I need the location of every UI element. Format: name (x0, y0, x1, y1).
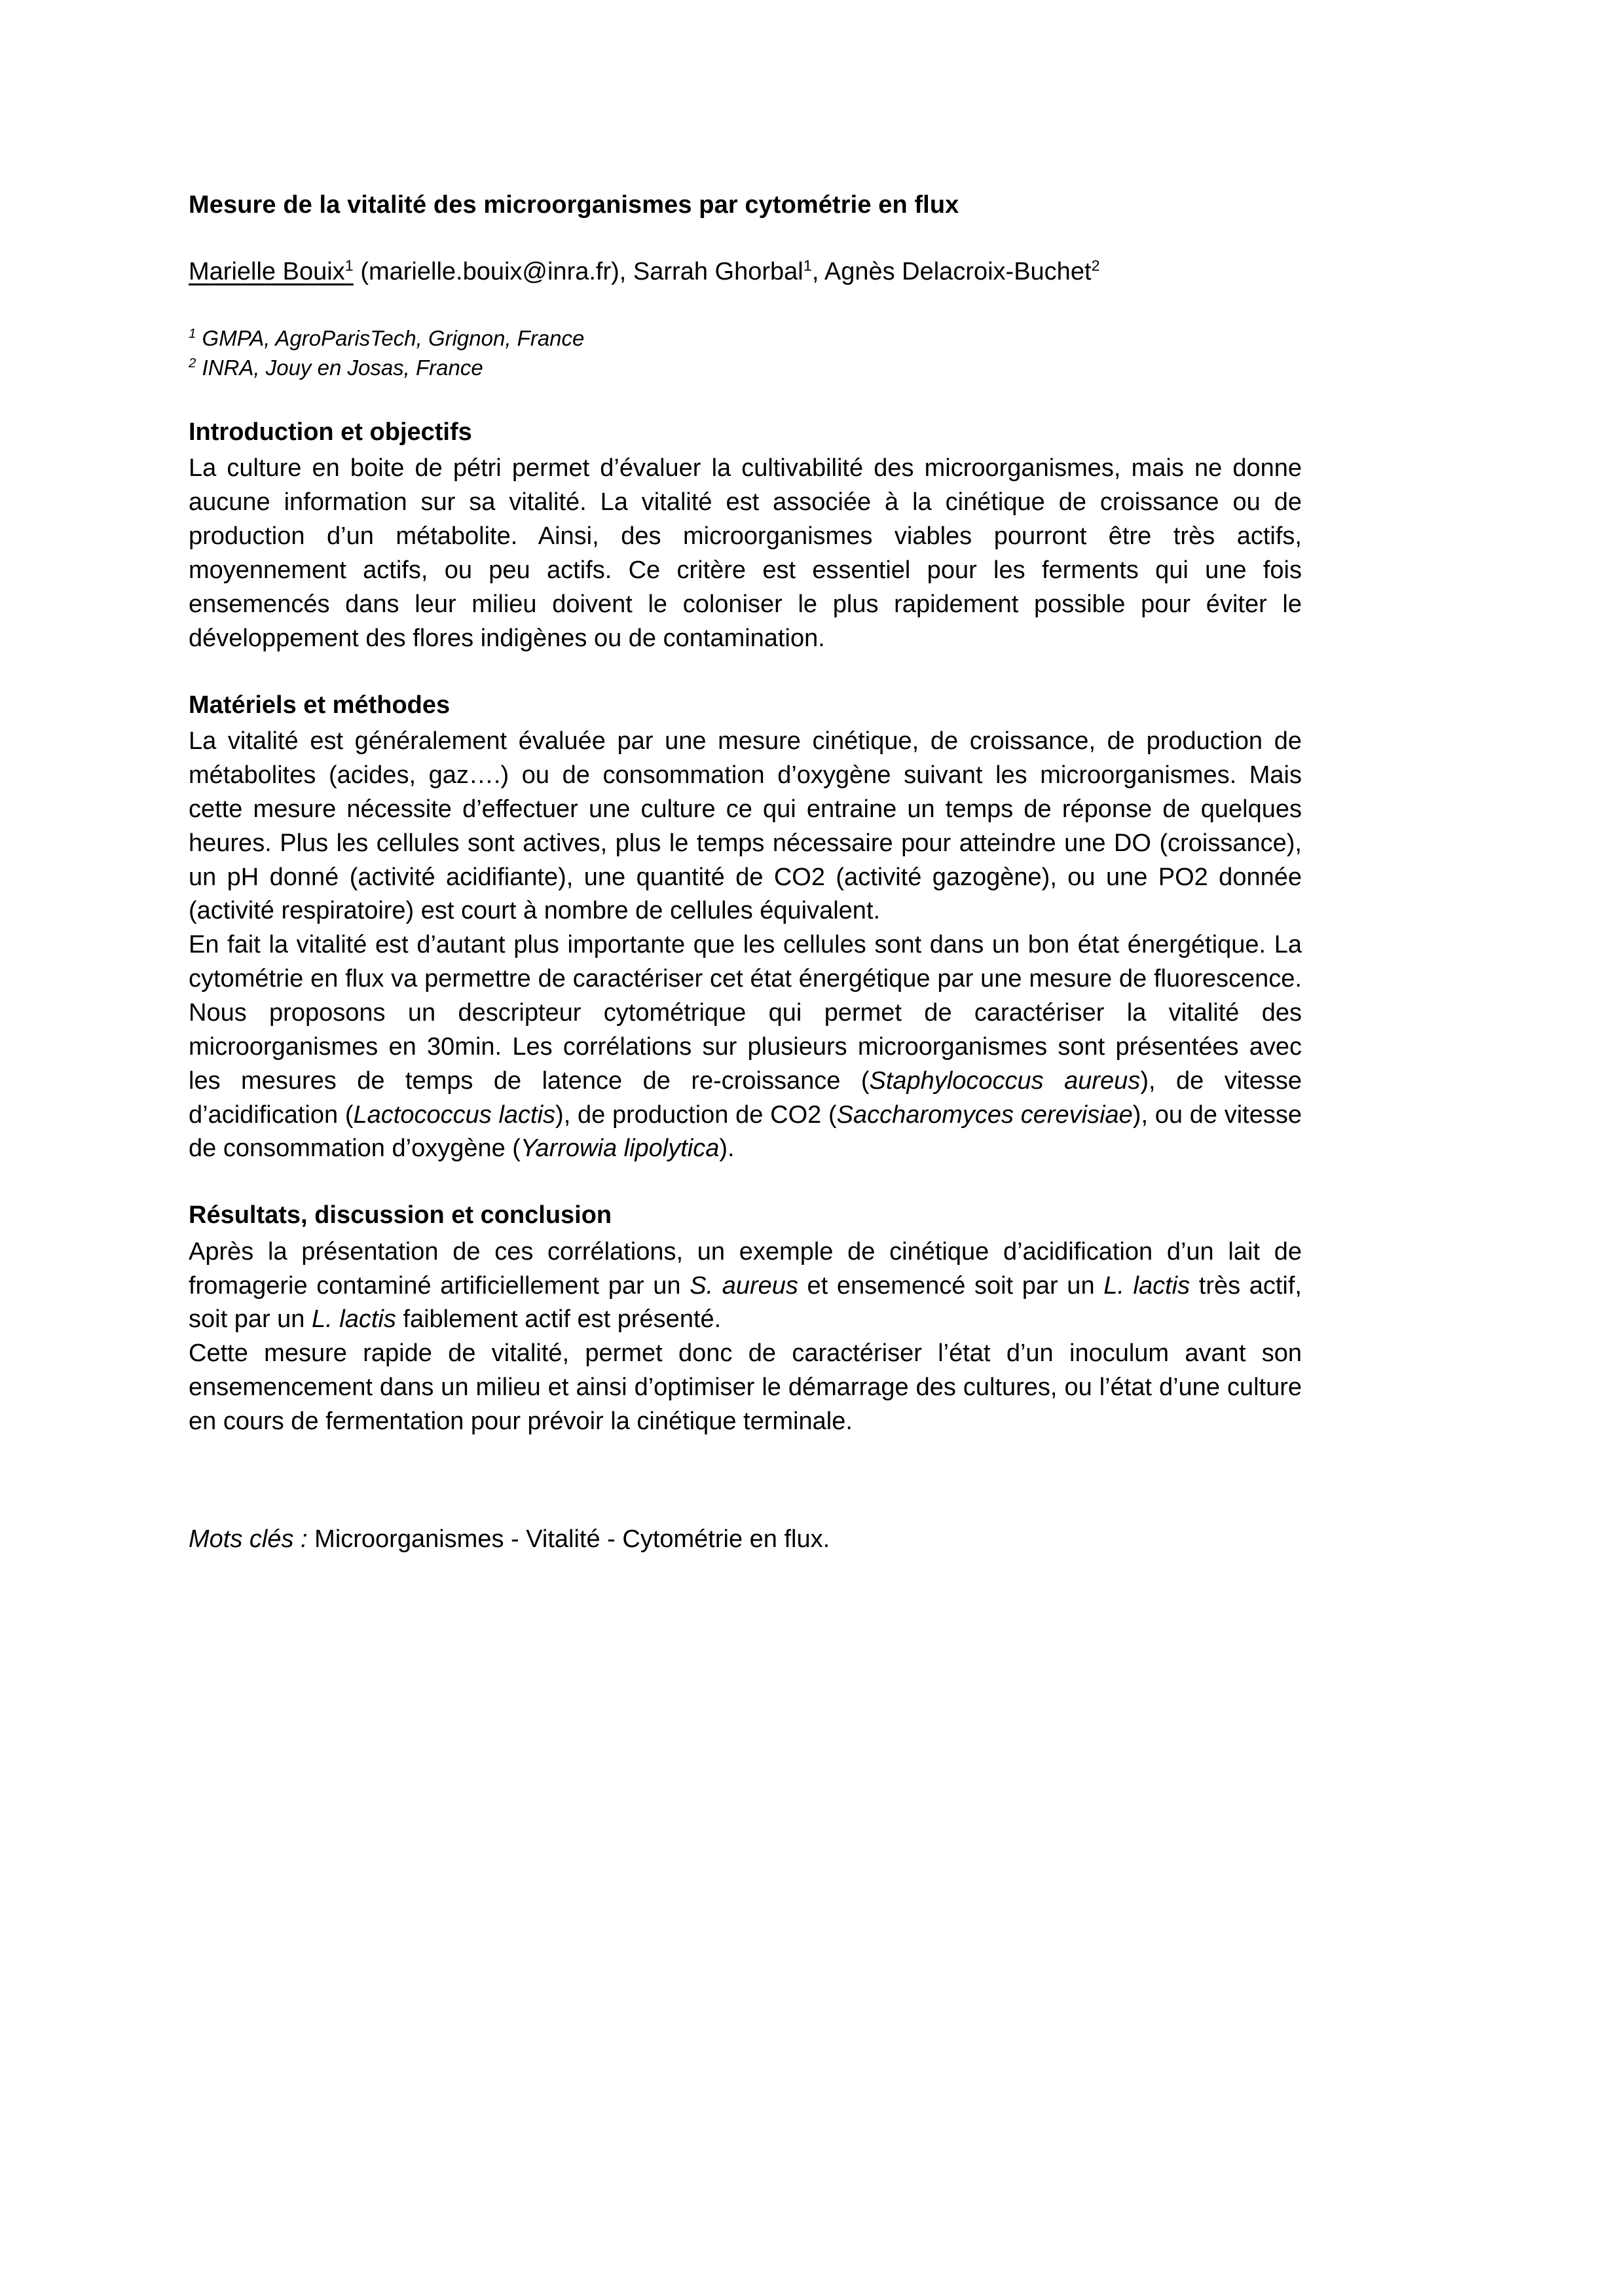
methodes-p2-part-3: ), de production de CO2 ( (555, 1101, 837, 1129)
author-lead-affiliation-mark: 1 (344, 257, 354, 274)
author-lead-name: Marielle Bouix (189, 258, 345, 286)
affiliation-2 (189, 353, 1302, 383)
section-methodes-paragraph-2 (189, 928, 1302, 1166)
species-name-l-lactis-2: L. lactis (312, 1305, 396, 1334)
species-name-saccharomyces-cerevisiae: Saccharomyces cerevisiae (836, 1101, 1133, 1129)
methodes-p2-part-1: En fait la vitalité est d’autant plus importante que les cellules sont dans un bon état énergétique. La cytométrie en flux va permettre de caractériser cet état énergétique par une mesure de fluorescence. Nous proposons un descripteur cytométrique qui permet de caractériser la vitalité des microorganismes en 30min. Les corrélations sur plusieurs microorganismes sont présentées avec les mesures de temps de latence de re-croissance ( (189, 931, 1302, 1095)
section-resultats-paragraph-1 (189, 1235, 1302, 1338)
resultats-p1-part-3: très actif, soit par un (189, 1271, 1302, 1334)
resultats-p1-part-1: Après la présentation de ces corrélations, un exemple de cinétique d’acidification d’un lait de fromagerie contaminé artificiellement par un (189, 1237, 1302, 1300)
page-title: Mesure de la vitalité des microorganismes par cytométrie en flux (189, 191, 959, 219)
species-name-lactococcus-lactis: Lactococcus lactis (353, 1101, 556, 1129)
author-2-name: Sarrah Ghorbal (633, 258, 803, 286)
section-heading-resultats: Résultats, discussion et conclusion (189, 1201, 612, 1230)
section-resultats-paragraph-2: Cette mesure rapide de vitalité, permet donc de caractériser l’état d’un inoculum avant son ensemencement dans un milieu et ainsi d’optimiser le démarrage des cultures, ou l’état d’une culture en cours de fermentation pour prévoir la cinétique terminale. (189, 1339, 1302, 1436)
species-name-yarrowia-lipolytica: Yarrowia lipolytica (520, 1135, 720, 1163)
affiliation-block (189, 323, 1302, 383)
author-lead (189, 258, 354, 285)
resultats-p1-part-4: faiblement actif est présenté. (396, 1305, 722, 1334)
section-heading-introduction: Introduction et objectifs (189, 418, 472, 446)
affiliation-1-text: GMPA, AgroParisTech, Grignon, France (196, 325, 585, 350)
affiliation-1 (189, 323, 1302, 354)
species-name-staphylococcus-aureus: Staphylococcus aureus (869, 1066, 1141, 1095)
author-2-affiliation-mark: 1 (803, 257, 812, 274)
section-introduction-paragraph-1: La culture en boite de pétri permet d’évaluer la cultivabilité des microorganismes, mais ne donne aucune information sur sa vitalité. La vitalité est associée à la cinétique de croissance ou de production d’un métabolite. Ainsi, des microorganismes viables pourront être très actifs, moyennement actifs, ou peu actifs. Ce critère est essentiel pour les ferments qui une fois ensemencés dans leur milieu doivent le coloniser le plus rapidement possible pour éviter le développement des flores indigènes ou de contamination. (189, 454, 1302, 652)
affiliation-2-mark: 2 (189, 355, 196, 371)
resultats-p1-part-2: et ensemencé soit par un (798, 1271, 1104, 1300)
author-line (189, 257, 1302, 288)
author-lead-email: (marielle.bouix@inra.fr), (353, 258, 633, 286)
author-3-name: Agnès Delacroix-Buchet (824, 258, 1092, 286)
author-3-affiliation-mark: 2 (1091, 257, 1100, 274)
methodes-p2-part-4: ), ou de vitesse de consommation d’oxygène ( (189, 1101, 1302, 1163)
author-separator: , (811, 258, 824, 286)
species-name-l-lactis-1: L. lactis (1103, 1271, 1190, 1300)
keywords-line (189, 1523, 1302, 1556)
keywords-label: Mots clés : (189, 1525, 308, 1553)
species-name-s-aureus: S. aureus (690, 1271, 798, 1300)
methodes-p2-part-5: ). (719, 1135, 735, 1163)
document-content (189, 190, 1302, 1556)
affiliation-1-mark: 1 (189, 325, 196, 341)
section-methodes-paragraph-1: La vitalité est généralement évaluée par une mesure cinétique, de croissance, de production de métabolites (acides, gaz….) ou de consommation d’oxygène suivant les microorganismes. Mais cette mesure nécessite d’effectuer une culture ce qui entraine un temps de réponse de quelques heures. Plus les cellules sont actives, plus le temps nécessaire pour atteindre une DO (croissance), un pH donné (activité acidifiante), une quantité de CO2 (activité gazogène), ou une PO2 donnée (activité respiratoire) est court à nombre de cellules équivalent. (189, 727, 1302, 925)
keywords-value: Microorganismes - Vitalité - Cytométrie en flux. (307, 1525, 830, 1553)
section-heading-materiels-methodes: Matériels et méthodes (189, 691, 451, 719)
methodes-p2-part-2: ), de vitesse d’acidification ( (189, 1066, 1302, 1129)
affiliation-2-text: INRA, Jouy en Josas, France (196, 355, 483, 380)
